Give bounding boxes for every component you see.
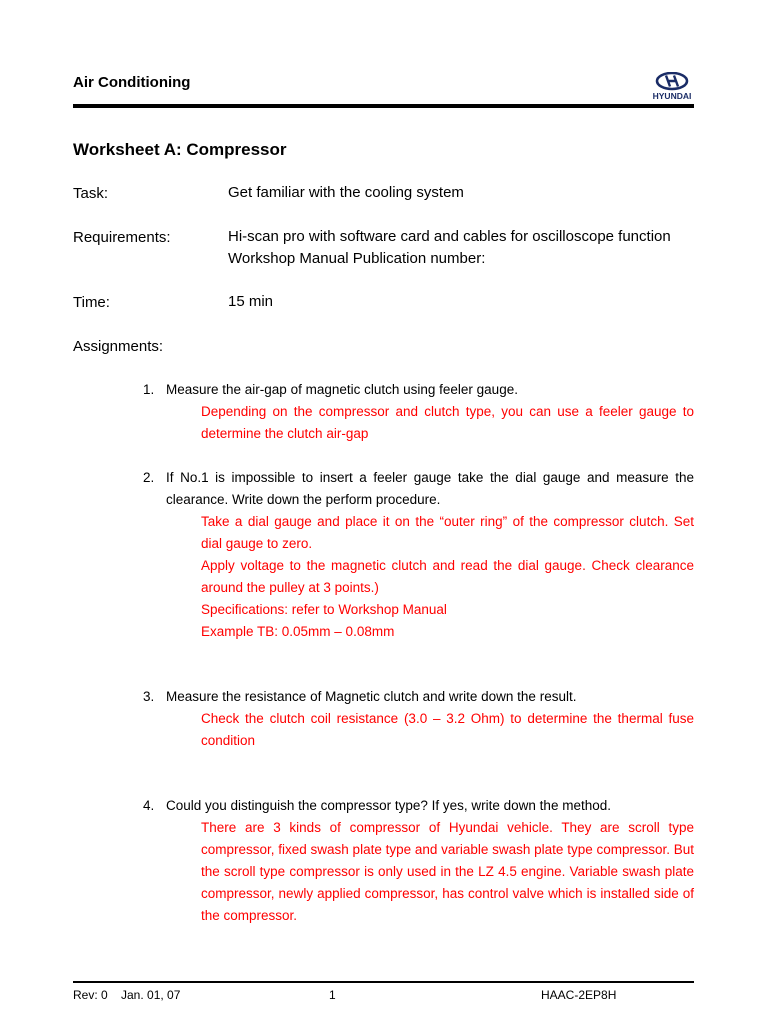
answer-text: Apply voltage to the magnetic clutch and read the dial gauge. Check clearance around the pulley at 3 points.): [201, 558, 694, 595]
answer-text: Example TB: 0.05mm – 0.08mm: [201, 624, 395, 639]
item-number: 3.: [143, 689, 155, 704]
item-answer: [201, 708, 694, 752]
footer-rev: Rev: 0: [73, 988, 108, 1002]
list-item: [143, 379, 694, 401]
item-answer: [201, 511, 694, 643]
list-item: [143, 795, 694, 817]
item-number: 4.: [143, 798, 155, 813]
requirements-line-2: Workshop Manual Publication number:: [228, 250, 486, 267]
answer-text: Depending on the compressor and clutch type, you can use a feeler gauge to determine the clutch air-gap: [201, 404, 694, 441]
header-title: Air Conditioning: [73, 74, 191, 91]
footer-date: Jan. 01, 07: [121, 988, 181, 1002]
header-divider: [73, 104, 694, 108]
item-question: Measure the air-gap of magnetic clutch using feeler gauge.: [166, 382, 518, 397]
brand-wordmark: HYUNDAI: [652, 91, 692, 101]
worksheet-title: Worksheet A: Compressor: [73, 140, 287, 159]
item-question: Could you distinguish the compressor type? If yes, write down the method.: [166, 798, 611, 813]
answer-text: Check the clutch coil resistance (3.0 – 3.2 Ohm) to determine the thermal fuse condition: [201, 711, 694, 748]
time-label: Time:: [73, 294, 110, 311]
list-item: [143, 686, 694, 708]
answer-text: Take a dial gauge and place it on the “outer ring” of the compressor clutch. Set dial gauge to zero.: [201, 514, 694, 551]
footer-divider: [73, 981, 694, 983]
task-value: Get familiar with the cooling system: [228, 184, 464, 201]
requirements-line-1: Hi-scan pro with software card and cables for oscilloscope function: [228, 228, 671, 245]
item-answer: [201, 401, 694, 445]
answer-text: Specifications: refer to Workshop Manual: [201, 602, 447, 617]
document-code: HAAC-2EP8H: [541, 988, 617, 1002]
page-number: 1: [329, 988, 336, 1002]
item-question: If No.1 is impossible to insert a feeler gauge take the dial gauge and measure the clearance. Write down the perform procedure.: [166, 470, 694, 507]
hyundai-logo-icon: [645, 72, 699, 102]
item-number: 1.: [143, 382, 155, 397]
task-label: Task:: [73, 185, 109, 202]
time-value: 15 min: [228, 293, 274, 310]
requirements-label: Requirements:: [73, 229, 171, 246]
assignments-label: Assignments:: [73, 338, 164, 355]
item-question: Measure the resistance of Magnetic clutch and write down the result.: [166, 689, 577, 704]
answer-text: There are 3 kinds of compressor of Hyundai vehicle. They are scroll type compressor, fixed swash plate type and variable swash plate type compressor. But the scroll type compressor is only used in the LZ 4.5 engine. Variable swash plate compressor, newly applied compressor, has control valve which is installed side of the compressor.: [201, 820, 695, 923]
hyundai-logo: [645, 72, 699, 102]
item-answer: [201, 817, 694, 927]
list-item: [143, 467, 694, 511]
item-number: 2.: [143, 470, 155, 485]
